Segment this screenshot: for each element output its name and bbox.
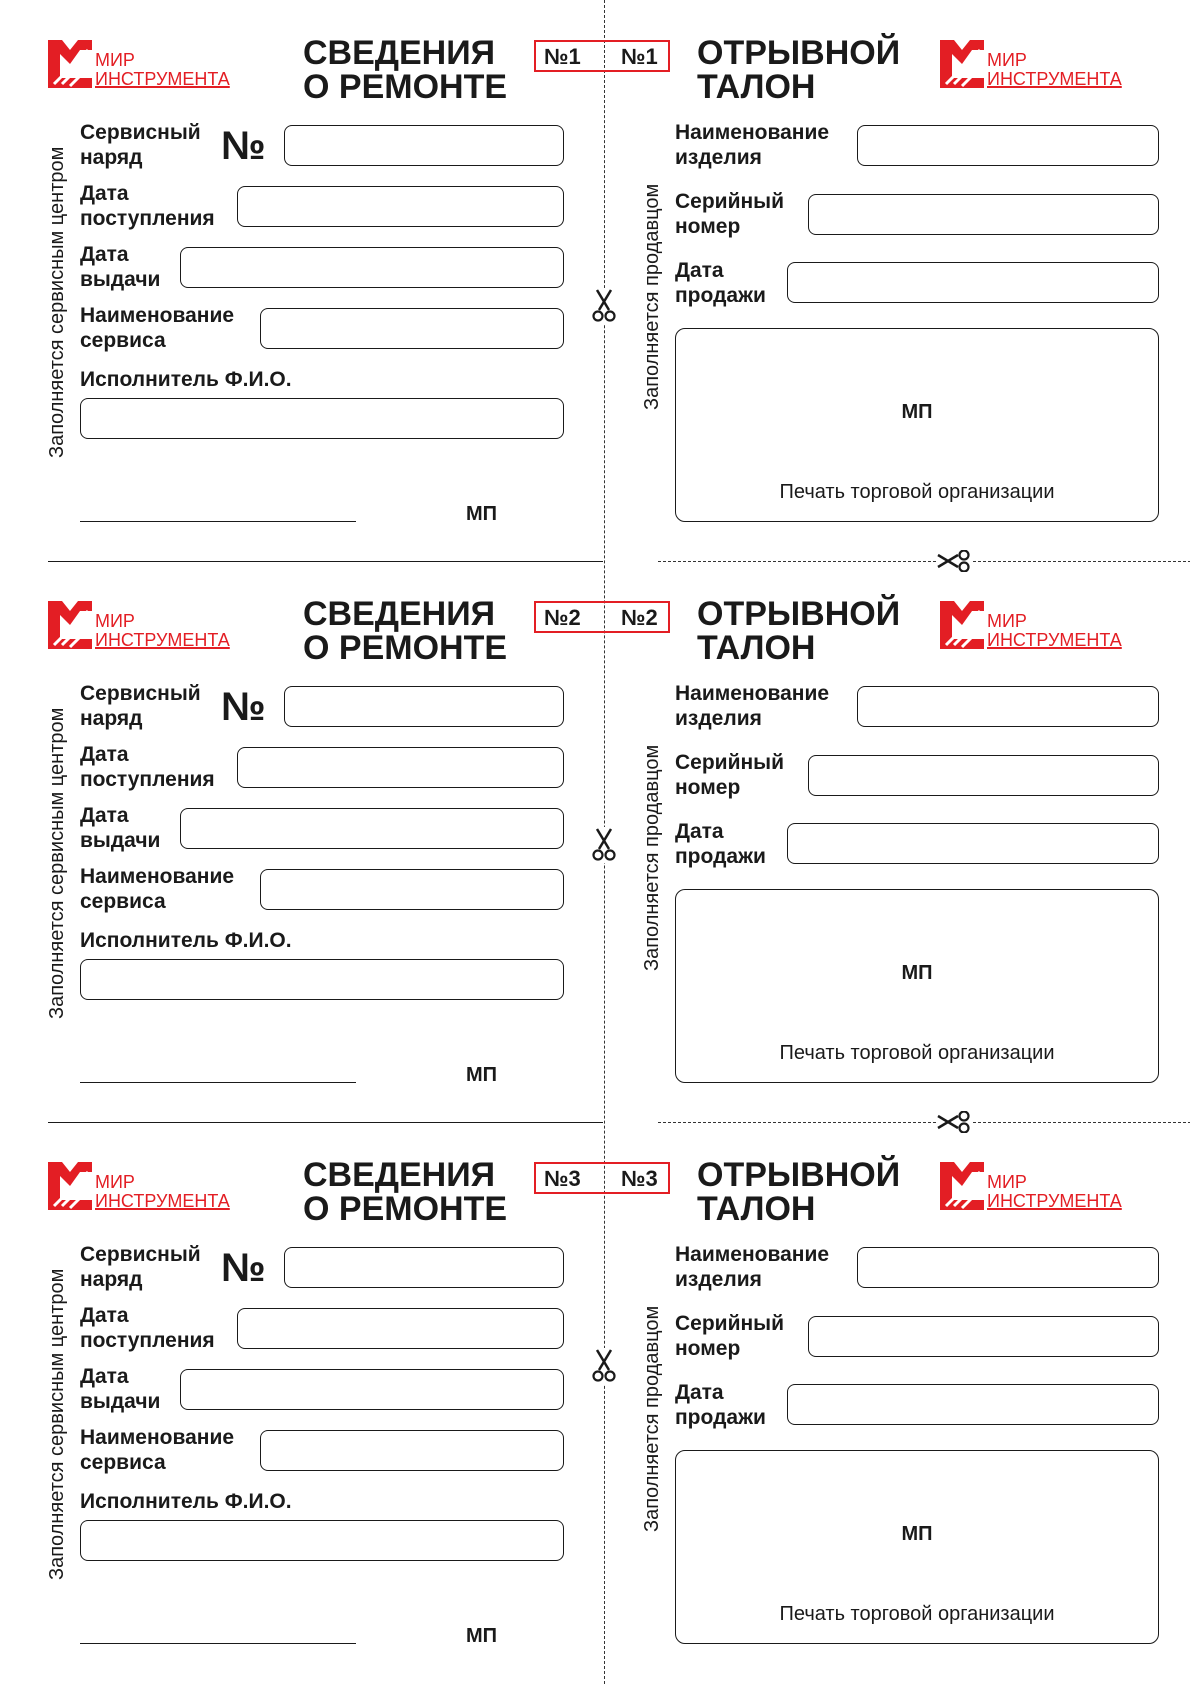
left-title-line-1: СВЕДЕНИЯ [303,595,496,633]
stamp-caption: Печать торговой организации [779,1603,1055,1625]
serial-number-field[interactable] [808,755,1159,796]
order-no-sign: № [221,124,266,168]
brand-line-2: ИНСТРУМЕНТА [95,69,230,89]
brand-line-2: ИНСТРУМЕНТА [987,69,1122,89]
serial-number-label: Серийный номер [675,190,785,238]
right-side-caption: Заполняется продавцом [641,744,663,971]
left-title-line-2: О РЕМОНТЕ [303,629,508,667]
serial-number-field[interactable] [808,1316,1159,1357]
executor-label: Исполнитель Ф.И.О. [80,368,292,391]
stamp-caption: Печать торговой организации [779,1042,1055,1064]
order-no-sign: № [221,685,266,729]
service-name-label: Наименование сервиса [80,1426,235,1474]
brand-line-2: ИНСТРУМЕНТА [987,1191,1122,1211]
received-date-field[interactable] [237,747,564,788]
issued-date-label: Дата выдачи [80,804,161,852]
brand-logo-left [48,40,268,96]
right-side-caption: Заполняется продавцом [641,183,663,410]
brand-line-2: ИНСТРУМЕНТА [95,630,230,650]
brand-line-2: ИНСТРУМЕНТА [987,630,1122,650]
left-side-caption: Заполняется сервисным центром [46,707,68,1019]
serial-number-label: Серийный номер [675,1312,785,1360]
issued-date-field[interactable] [180,808,564,849]
received-date-label: Дата поступления [80,1304,215,1352]
right-title-line-2: ТАЛОН [697,68,816,106]
signature-line [80,1643,356,1644]
scissors-icon [592,288,616,324]
coupon-number-left: №2 [544,605,581,630]
coupon-section-3 [0,1122,1190,1683]
coupon-number-right: №3 [621,1166,658,1191]
order-number-field[interactable] [284,686,564,727]
logo-mark-icon [48,40,94,90]
received-date-field[interactable] [237,1308,564,1349]
brand-logo-right [940,601,1160,657]
sale-date-field[interactable] [787,1384,1159,1425]
issued-date-label: Дата выдачи [80,243,161,291]
coupon-number-right: №2 [621,605,658,630]
stamp-box [675,889,1159,1083]
issued-date-label: Дата выдачи [80,1365,161,1413]
brand-logo-left [48,601,268,657]
serial-number-field[interactable] [808,194,1159,235]
order-label: Сервисный наряд [80,682,201,730]
executor-field[interactable] [80,1520,564,1561]
brand-line-1: МИР [987,50,1027,70]
product-name-label: Наименование изделия [675,121,830,169]
order-number-field[interactable] [284,1247,564,1288]
left-side-caption: Заполняется сервисным центром [46,1268,68,1580]
logo-mark-icon [48,601,94,651]
coupon-number-right: №1 [621,44,658,69]
brand-logo-right [940,1162,1160,1218]
coupon-section-1 [0,0,1190,561]
stamp-mark: МП [901,962,933,984]
right-side-caption: Заполняется продавцом [641,1305,663,1532]
stamp-mark: МП [901,1523,933,1545]
order-label: Сервисный наряд [80,121,201,169]
executor-label: Исполнитель Ф.И.О. [80,1490,292,1513]
sale-date-label: Дата продажи [675,1381,766,1429]
stamp-box [675,1450,1159,1644]
brand-line-1: МИР [987,611,1027,631]
stamp-mark: МП [901,401,933,423]
sale-date-field[interactable] [787,262,1159,303]
coupon-number-box [534,601,670,633]
product-name-label: Наименование изделия [675,682,830,730]
right-title-line-2: ТАЛОН [697,1190,816,1228]
stamp-mark-left: МП [466,503,498,525]
coupon-number-left: №1 [544,44,581,69]
order-label: Сервисный наряд [80,1243,201,1291]
executor-field[interactable] [80,398,564,439]
brand-line-1: МИР [95,1172,135,1192]
executor-label: Исполнитель Ф.И.О. [80,929,292,952]
service-name-label: Наименование сервиса [80,865,235,913]
right-title-line-1: ОТРЫВНОЙ [697,595,901,633]
order-no-sign: № [221,1246,266,1290]
coupon-number-box [534,40,670,72]
right-title-line-2: ТАЛОН [697,629,816,667]
coupon-number-left: №3 [544,1166,581,1191]
service-name-field[interactable] [260,308,564,349]
brand-line-1: МИР [95,50,135,70]
service-name-field[interactable] [260,1430,564,1471]
logo-mark-icon [940,1162,986,1212]
left-title-line-2: О РЕМОНТЕ [303,1190,508,1228]
logo-mark-icon [940,601,986,651]
sale-date-label: Дата продажи [675,820,766,868]
sale-date-field[interactable] [787,823,1159,864]
service-name-label: Наименование сервиса [80,304,235,352]
brand-line-1: МИР [987,1172,1027,1192]
stamp-mark-left: МП [466,1064,498,1086]
coupon-number-box [534,1162,670,1194]
product-name-field[interactable] [857,125,1159,166]
signature-line [80,1082,356,1083]
received-date-label: Дата поступления [80,743,215,791]
brand-line-1: МИР [95,611,135,631]
stamp-caption: Печать торговой организации [779,481,1055,503]
received-date-field[interactable] [237,186,564,227]
logo-mark-icon [940,40,986,90]
left-title-line-2: О РЕМОНТЕ [303,68,508,106]
right-title-line-1: ОТРЫВНОЙ [697,1156,901,1194]
issued-date-field[interactable] [180,1369,564,1410]
issued-date-field[interactable] [180,247,564,288]
product-name-label: Наименование изделия [675,1243,830,1291]
brand-logo-left [48,1162,268,1218]
executor-field[interactable] [80,959,564,1000]
brand-logo-right [940,40,1160,96]
brand-line-2: ИНСТРУМЕНТА [95,1191,230,1211]
product-name-field[interactable] [857,1247,1159,1288]
left-title-line-1: СВЕДЕНИЯ [303,34,496,72]
product-name-field[interactable] [857,686,1159,727]
signature-line [80,521,356,522]
received-date-label: Дата поступления [80,182,215,230]
order-number-field[interactable] [284,125,564,166]
logo-mark-icon [48,1162,94,1212]
serial-number-label: Серийный номер [675,751,785,799]
sale-date-label: Дата продажи [675,259,766,307]
service-name-field[interactable] [260,869,564,910]
scissors-icon [592,827,616,863]
stamp-mark-left: МП [466,1625,498,1647]
right-title-line-1: ОТРЫВНОЙ [697,34,901,72]
left-title-line-1: СВЕДЕНИЯ [303,1156,496,1194]
scissors-icon [592,1348,616,1384]
coupon-section-2 [0,561,1190,1122]
left-side-caption: Заполняется сервисным центром [46,146,68,458]
stamp-box [675,328,1159,522]
